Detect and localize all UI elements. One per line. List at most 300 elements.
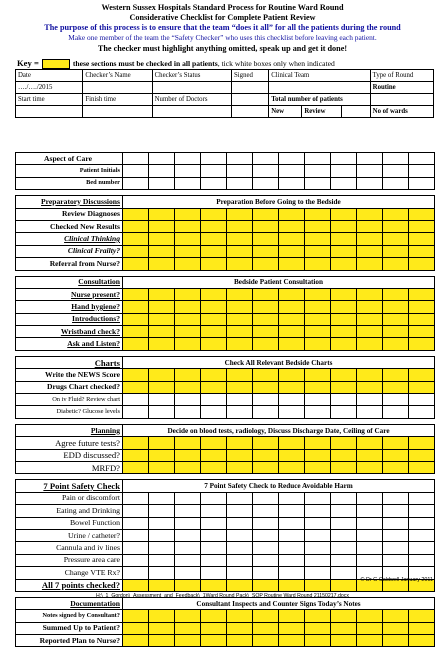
check-cell[interactable]	[357, 258, 383, 270]
check-cell[interactable]	[253, 369, 279, 381]
check-cell[interactable]	[201, 635, 227, 647]
signed-field[interactable]	[232, 82, 269, 94]
check-cell[interactable]	[175, 233, 201, 245]
check-cell[interactable]	[175, 635, 201, 647]
check-cell[interactable]	[305, 437, 331, 449]
check-cell[interactable]	[357, 517, 383, 529]
check-cell[interactable]	[253, 313, 279, 325]
check-cell[interactable]	[331, 461, 357, 473]
check-cell[interactable]	[383, 542, 409, 554]
check-cell[interactable]	[201, 610, 227, 622]
check-cell[interactable]	[357, 153, 383, 165]
check-cell[interactable]	[201, 220, 227, 232]
check-cell[interactable]	[123, 258, 149, 270]
check-cell[interactable]	[305, 542, 331, 554]
check-cell[interactable]	[149, 177, 175, 189]
check-cell[interactable]	[331, 610, 357, 622]
check-cell[interactable]	[201, 258, 227, 270]
check-cell[interactable]	[123, 492, 149, 504]
check-cell[interactable]	[357, 165, 383, 177]
check-cell[interactable]	[279, 492, 305, 504]
check-cell[interactable]	[201, 313, 227, 325]
check-cell[interactable]	[279, 394, 305, 406]
check-cell[interactable]	[227, 301, 253, 313]
check-cell[interactable]	[227, 505, 253, 517]
check-cell[interactable]	[227, 233, 253, 245]
check-cell[interactable]	[123, 554, 149, 566]
check-cell[interactable]	[305, 177, 331, 189]
check-cell[interactable]	[123, 220, 149, 232]
check-cell[interactable]	[227, 288, 253, 300]
check-cell[interactable]	[305, 233, 331, 245]
check-cell[interactable]	[253, 288, 279, 300]
check-cell[interactable]	[279, 258, 305, 270]
check-cell[interactable]	[331, 313, 357, 325]
check-cell[interactable]	[305, 622, 331, 634]
check-cell[interactable]	[201, 567, 227, 579]
check-cell[interactable]	[383, 406, 409, 418]
check-cell[interactable]	[331, 208, 357, 220]
check-cell[interactable]	[227, 381, 253, 393]
check-cell[interactable]	[279, 567, 305, 579]
check-cell[interactable]	[149, 381, 175, 393]
check-cell[interactable]	[305, 394, 331, 406]
check-cell[interactable]	[357, 208, 383, 220]
check-cell[interactable]	[253, 542, 279, 554]
check-cell[interactable]	[201, 492, 227, 504]
check-cell[interactable]	[383, 245, 409, 257]
check-cell[interactable]	[149, 245, 175, 257]
check-cell[interactable]	[383, 208, 409, 220]
check-cell[interactable]	[253, 220, 279, 232]
check-cell[interactable]	[175, 165, 201, 177]
check-cell[interactable]	[149, 610, 175, 622]
check-cell[interactable]	[305, 579, 331, 591]
check-cell[interactable]	[227, 165, 253, 177]
check-cell[interactable]	[149, 406, 175, 418]
check-cell[interactable]	[175, 461, 201, 473]
check-cell[interactable]	[123, 635, 149, 647]
check-cell[interactable]	[149, 233, 175, 245]
check-cell[interactable]	[123, 301, 149, 313]
check-cell[interactable]	[305, 492, 331, 504]
check-cell[interactable]	[357, 622, 383, 634]
check-cell[interactable]	[331, 220, 357, 232]
check-cell[interactable]	[253, 579, 279, 591]
check-cell[interactable]	[123, 153, 149, 165]
check-cell[interactable]	[149, 449, 175, 461]
check-cell[interactable]	[227, 177, 253, 189]
check-cell[interactable]	[383, 449, 409, 461]
check-cell[interactable]	[123, 622, 149, 634]
check-cell[interactable]	[331, 258, 357, 270]
check-cell[interactable]	[279, 313, 305, 325]
check-cell[interactable]	[149, 579, 175, 591]
check-cell[interactable]	[331, 554, 357, 566]
check-cell[interactable]	[305, 449, 331, 461]
check-cell[interactable]	[383, 338, 409, 350]
check-cell[interactable]	[227, 208, 253, 220]
check-cell[interactable]	[331, 177, 357, 189]
check-cell[interactable]	[201, 554, 227, 566]
check-cell[interactable]	[175, 288, 201, 300]
check-cell[interactable]	[201, 369, 227, 381]
check-cell[interactable]	[383, 381, 409, 393]
check-cell[interactable]	[253, 505, 279, 517]
check-cell[interactable]	[149, 554, 175, 566]
check-cell[interactable]	[201, 288, 227, 300]
check-cell[interactable]	[227, 542, 253, 554]
check-cell[interactable]	[175, 554, 201, 566]
check-cell[interactable]	[409, 258, 435, 270]
check-cell[interactable]	[123, 542, 149, 554]
check-cell[interactable]	[409, 610, 435, 622]
check-cell[interactable]	[149, 622, 175, 634]
check-cell[interactable]	[175, 505, 201, 517]
check-cell[interactable]	[175, 492, 201, 504]
check-cell[interactable]	[279, 622, 305, 634]
check-cell[interactable]	[409, 233, 435, 245]
check-cell[interactable]	[149, 165, 175, 177]
check-cell[interactable]	[305, 610, 331, 622]
check-cell[interactable]	[409, 165, 435, 177]
check-cell[interactable]	[201, 406, 227, 418]
check-cell[interactable]	[331, 579, 357, 591]
check-cell[interactable]	[409, 369, 435, 381]
check-cell[interactable]	[123, 313, 149, 325]
check-cell[interactable]	[357, 245, 383, 257]
check-cell[interactable]	[383, 394, 409, 406]
check-cell[interactable]	[357, 233, 383, 245]
check-cell[interactable]	[357, 554, 383, 566]
check-cell[interactable]	[175, 220, 201, 232]
check-cell[interactable]	[253, 338, 279, 350]
check-cell[interactable]	[383, 165, 409, 177]
check-cell[interactable]	[227, 579, 253, 591]
check-cell[interactable]	[305, 505, 331, 517]
check-cell[interactable]	[201, 437, 227, 449]
finish-time-field[interactable]	[83, 106, 152, 118]
check-cell[interactable]	[175, 579, 201, 591]
check-cell[interactable]	[409, 208, 435, 220]
check-cell[interactable]	[357, 635, 383, 647]
check-cell[interactable]	[331, 622, 357, 634]
check-cell[interactable]	[253, 233, 279, 245]
check-cell[interactable]	[279, 369, 305, 381]
check-cell[interactable]	[253, 449, 279, 461]
check-cell[interactable]	[253, 381, 279, 393]
check-cell[interactable]	[227, 517, 253, 529]
check-cell[interactable]	[305, 245, 331, 257]
check-cell[interactable]	[331, 288, 357, 300]
check-cell[interactable]	[383, 492, 409, 504]
check-cell[interactable]	[227, 153, 253, 165]
check-cell[interactable]	[123, 394, 149, 406]
check-cell[interactable]	[123, 610, 149, 622]
check-cell[interactable]	[201, 165, 227, 177]
check-cell[interactable]	[331, 165, 357, 177]
check-cell[interactable]	[123, 208, 149, 220]
check-cell[interactable]	[357, 369, 383, 381]
check-cell[interactable]	[383, 313, 409, 325]
check-cell[interactable]	[383, 220, 409, 232]
check-cell[interactable]	[383, 369, 409, 381]
check-cell[interactable]	[357, 529, 383, 541]
check-cell[interactable]	[149, 542, 175, 554]
check-cell[interactable]	[305, 258, 331, 270]
check-cell[interactable]	[331, 492, 357, 504]
check-cell[interactable]	[305, 288, 331, 300]
check-cell[interactable]	[253, 635, 279, 647]
date-value[interactable]: …./…./2015	[16, 82, 83, 94]
check-cell[interactable]	[149, 301, 175, 313]
check-cell[interactable]	[383, 233, 409, 245]
check-cell[interactable]	[305, 529, 331, 541]
check-cell[interactable]	[201, 177, 227, 189]
check-cell[interactable]	[305, 381, 331, 393]
check-cell[interactable]	[175, 381, 201, 393]
check-cell[interactable]	[175, 406, 201, 418]
check-cell[interactable]	[383, 554, 409, 566]
check-cell[interactable]	[175, 177, 201, 189]
check-cell[interactable]	[201, 326, 227, 338]
check-cell[interactable]	[253, 301, 279, 313]
num-doctors-field[interactable]	[232, 94, 269, 106]
check-cell[interactable]	[383, 529, 409, 541]
check-cell[interactable]	[253, 437, 279, 449]
check-cell[interactable]	[305, 326, 331, 338]
check-cell[interactable]	[175, 610, 201, 622]
check-cell[interactable]	[409, 381, 435, 393]
check-cell[interactable]	[409, 288, 435, 300]
check-cell[interactable]	[175, 326, 201, 338]
check-cell[interactable]	[123, 326, 149, 338]
check-cell[interactable]	[279, 288, 305, 300]
check-cell[interactable]	[279, 579, 305, 591]
check-cell[interactable]	[357, 220, 383, 232]
check-cell[interactable]	[253, 153, 279, 165]
check-cell[interactable]	[201, 622, 227, 634]
check-cell[interactable]	[253, 517, 279, 529]
check-cell[interactable]	[383, 635, 409, 647]
check-cell[interactable]	[175, 258, 201, 270]
check-cell[interactable]	[227, 529, 253, 541]
check-cell[interactable]	[279, 220, 305, 232]
check-cell[interactable]	[357, 338, 383, 350]
check-cell[interactable]	[201, 208, 227, 220]
check-cell[interactable]	[357, 449, 383, 461]
check-cell[interactable]	[175, 437, 201, 449]
check-cell[interactable]	[331, 449, 357, 461]
check-cell[interactable]	[149, 567, 175, 579]
check-cell[interactable]	[331, 567, 357, 579]
clinical-team-field[interactable]	[269, 82, 370, 94]
check-cell[interactable]	[409, 338, 435, 350]
check-cell[interactable]	[305, 461, 331, 473]
check-cell[interactable]	[227, 220, 253, 232]
check-cell[interactable]	[279, 635, 305, 647]
check-cell[interactable]	[175, 313, 201, 325]
check-cell[interactable]	[409, 301, 435, 313]
check-cell[interactable]	[279, 610, 305, 622]
check-cell[interactable]	[357, 313, 383, 325]
check-cell[interactable]	[227, 610, 253, 622]
check-cell[interactable]	[305, 338, 331, 350]
check-cell[interactable]	[279, 529, 305, 541]
check-cell[interactable]	[123, 449, 149, 461]
check-cell[interactable]	[227, 461, 253, 473]
check-cell[interactable]	[175, 542, 201, 554]
check-cell[interactable]	[149, 529, 175, 541]
check-cell[interactable]	[123, 567, 149, 579]
check-cell[interactable]	[201, 579, 227, 591]
check-cell[interactable]	[305, 554, 331, 566]
check-cell[interactable]	[149, 437, 175, 449]
check-cell[interactable]	[175, 153, 201, 165]
check-cell[interactable]	[149, 220, 175, 232]
check-cell[interactable]	[227, 554, 253, 566]
check-cell[interactable]	[201, 338, 227, 350]
check-cell[interactable]	[305, 517, 331, 529]
check-cell[interactable]	[331, 406, 357, 418]
check-cell[interactable]	[123, 381, 149, 393]
check-cell[interactable]	[227, 258, 253, 270]
check-cell[interactable]	[409, 529, 435, 541]
check-cell[interactable]	[279, 517, 305, 529]
check-cell[interactable]	[201, 233, 227, 245]
check-cell[interactable]	[331, 505, 357, 517]
check-cell[interactable]	[175, 529, 201, 541]
check-cell[interactable]	[253, 554, 279, 566]
check-cell[interactable]	[279, 153, 305, 165]
check-cell[interactable]	[253, 258, 279, 270]
check-cell[interactable]	[149, 338, 175, 350]
check-cell[interactable]	[253, 394, 279, 406]
check-cell[interactable]	[123, 529, 149, 541]
check-cell[interactable]	[383, 437, 409, 449]
check-cell[interactable]	[279, 554, 305, 566]
check-cell[interactable]	[253, 208, 279, 220]
check-cell[interactable]	[279, 177, 305, 189]
check-cell[interactable]	[123, 517, 149, 529]
check-cell[interactable]	[227, 326, 253, 338]
check-cell[interactable]	[357, 406, 383, 418]
check-cell[interactable]	[149, 394, 175, 406]
check-cell[interactable]	[409, 153, 435, 165]
check-cell[interactable]	[123, 579, 149, 591]
check-cell[interactable]	[149, 208, 175, 220]
check-cell[interactable]	[175, 394, 201, 406]
check-cell[interactable]	[305, 165, 331, 177]
check-cell[interactable]	[227, 245, 253, 257]
check-cell[interactable]	[409, 220, 435, 232]
check-cell[interactable]	[149, 492, 175, 504]
check-cell[interactable]	[253, 610, 279, 622]
check-cell[interactable]	[357, 381, 383, 393]
check-cell[interactable]	[201, 517, 227, 529]
check-cell[interactable]	[409, 554, 435, 566]
check-cell[interactable]	[279, 505, 305, 517]
check-cell[interactable]	[305, 208, 331, 220]
check-cell[interactable]	[227, 492, 253, 504]
check-cell[interactable]	[305, 220, 331, 232]
check-cell[interactable]	[149, 326, 175, 338]
check-cell[interactable]	[227, 338, 253, 350]
check-cell[interactable]	[357, 437, 383, 449]
check-cell[interactable]	[201, 301, 227, 313]
check-cell[interactable]	[331, 529, 357, 541]
check-cell[interactable]	[123, 177, 149, 189]
check-cell[interactable]	[409, 635, 435, 647]
check-cell[interactable]	[383, 610, 409, 622]
check-cell[interactable]	[149, 517, 175, 529]
check-cell[interactable]	[331, 338, 357, 350]
check-cell[interactable]	[149, 288, 175, 300]
check-cell[interactable]	[279, 437, 305, 449]
check-cell[interactable]	[123, 437, 149, 449]
check-cell[interactable]	[149, 461, 175, 473]
check-cell[interactable]	[409, 542, 435, 554]
check-cell[interactable]	[409, 394, 435, 406]
check-cell[interactable]	[331, 394, 357, 406]
check-cell[interactable]	[201, 381, 227, 393]
check-cell[interactable]	[331, 233, 357, 245]
check-cell[interactable]	[331, 542, 357, 554]
check-cell[interactable]	[279, 245, 305, 257]
check-cell[interactable]	[149, 153, 175, 165]
check-cell[interactable]	[409, 177, 435, 189]
check-cell[interactable]	[201, 542, 227, 554]
check-cell[interactable]	[383, 177, 409, 189]
check-cell[interactable]	[123, 165, 149, 177]
check-cell[interactable]	[253, 165, 279, 177]
check-cell[interactable]	[279, 406, 305, 418]
check-cell[interactable]	[227, 449, 253, 461]
check-cell[interactable]	[305, 635, 331, 647]
check-cell[interactable]	[409, 245, 435, 257]
checker-status-field[interactable]	[152, 82, 231, 94]
check-cell[interactable]	[331, 245, 357, 257]
check-cell[interactable]	[175, 369, 201, 381]
check-cell[interactable]	[175, 449, 201, 461]
check-cell[interactable]	[383, 288, 409, 300]
check-cell[interactable]	[279, 338, 305, 350]
check-cell[interactable]	[227, 622, 253, 634]
check-cell[interactable]	[357, 394, 383, 406]
check-cell[interactable]	[331, 635, 357, 647]
check-cell[interactable]	[409, 313, 435, 325]
check-cell[interactable]	[227, 313, 253, 325]
check-cell[interactable]	[227, 635, 253, 647]
check-cell[interactable]	[331, 301, 357, 313]
check-cell[interactable]	[305, 369, 331, 381]
check-cell[interactable]	[279, 233, 305, 245]
check-cell[interactable]	[175, 517, 201, 529]
check-cell[interactable]	[123, 461, 149, 473]
check-cell[interactable]	[331, 326, 357, 338]
check-cell[interactable]	[201, 245, 227, 257]
check-cell[interactable]	[357, 301, 383, 313]
check-cell[interactable]	[201, 449, 227, 461]
check-cell[interactable]	[383, 517, 409, 529]
check-cell[interactable]	[279, 326, 305, 338]
check-cell[interactable]	[409, 505, 435, 517]
check-cell[interactable]	[123, 245, 149, 257]
check-cell[interactable]	[279, 542, 305, 554]
check-cell[interactable]	[123, 406, 149, 418]
check-cell[interactable]	[409, 622, 435, 634]
check-cell[interactable]	[227, 406, 253, 418]
